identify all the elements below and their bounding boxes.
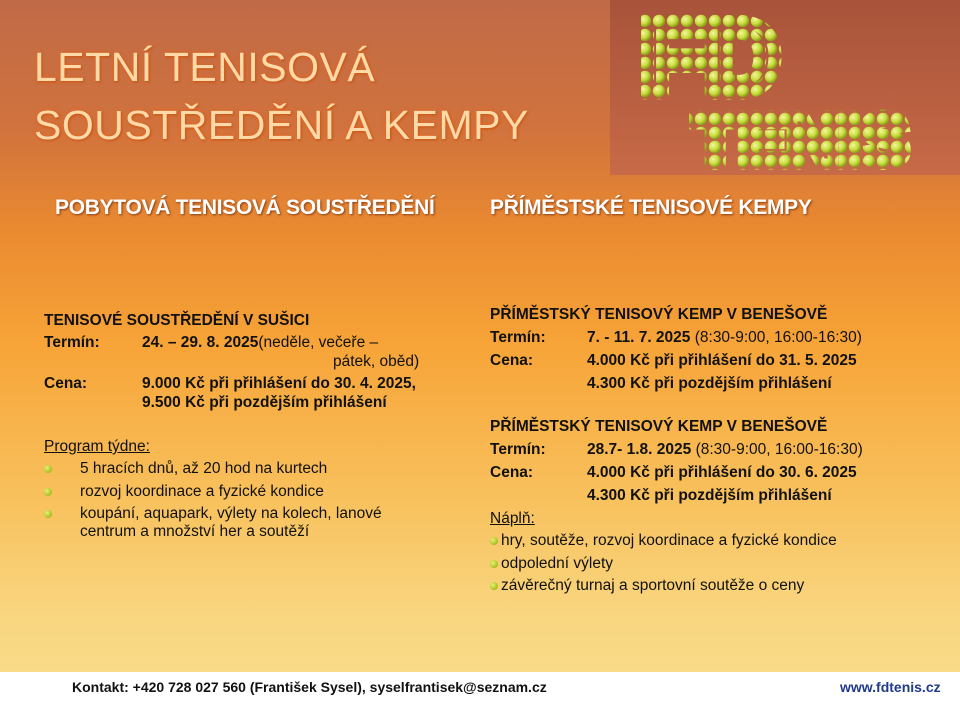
website-link[interactable]: www.fdtenis.cz bbox=[840, 679, 941, 695]
bullet-icon bbox=[490, 537, 498, 545]
program-item-text: rozvoj koordinace a fyzické kondice bbox=[80, 483, 324, 500]
program-item-text: 5 hracích dnů, až 20 hod na kurtech bbox=[80, 460, 328, 477]
content-label: Náplň: bbox=[490, 510, 535, 527]
term-note: (neděle, večeře – bbox=[258, 334, 379, 351]
program-item bbox=[44, 460, 327, 478]
content-item bbox=[490, 577, 804, 595]
price-label: Cena: bbox=[44, 375, 88, 392]
content-item bbox=[490, 555, 613, 573]
term-dates: 7. - 11. 7. 2025 bbox=[587, 329, 691, 346]
content-item-text: závěrečný turnaj a sportovní soutěže o ceny bbox=[501, 577, 805, 594]
price-late: 4.300 Kč při pozdějším přihlášení bbox=[587, 487, 832, 504]
camp-title-benesov-1: PŘÍMĚSTSKÝ TENISOVÝ KEMP V BENEŠOVĚ bbox=[490, 306, 828, 323]
content-item-text: hry, soutěže, rozvoj koordinace a fyzické kondice bbox=[501, 532, 837, 549]
title-line-2: SOUSTŘEDĚNÍ A KEMPY bbox=[34, 102, 529, 148]
fd-tenis-logo bbox=[610, 0, 960, 175]
term-value-line bbox=[587, 441, 863, 459]
term-dates: 28.7- 1.8. 2025 bbox=[587, 441, 692, 458]
logo-fd: FD bbox=[640, 0, 780, 116]
program-label: Program týdne: bbox=[44, 438, 150, 455]
price-early: 9.000 Kč při přihlášení do 30. 4. 2025, bbox=[142, 375, 416, 392]
price-early: 4.000 Kč při přihlášení do 31. 5. 2025 bbox=[587, 352, 857, 369]
footer-contact: Kontakt: +420 728 027 560 (František Sysel), syselfrantisek@seznam.cz bbox=[72, 679, 547, 695]
term-value-line bbox=[142, 334, 378, 352]
price-early: 4.000 Kč při přihlášení do 30. 6. 2025 bbox=[587, 464, 857, 481]
term-note-2: pátek, oběd) bbox=[333, 353, 420, 370]
price-late: 9.500 Kč při pozdějším přihlášení bbox=[142, 394, 387, 411]
bullet-icon bbox=[490, 582, 498, 590]
term-label: Termín: bbox=[490, 441, 546, 458]
title-line-1: LETNÍ TENISOVÁ bbox=[34, 44, 376, 90]
term-value-line bbox=[587, 329, 862, 347]
program-item bbox=[44, 505, 382, 541]
page-title bbox=[34, 38, 529, 154]
bullet-icon bbox=[490, 560, 498, 568]
term-label: Termín: bbox=[490, 329, 546, 346]
price-label: Cena: bbox=[490, 464, 534, 481]
camp-title-benesov-2: PŘÍMĚSTSKÝ TENISOVÝ KEMP V BENEŠOVĚ bbox=[490, 418, 828, 435]
term-hours: (8:30-9:00, 16:00-16:30) bbox=[691, 441, 863, 458]
term-value: 24. – 29. 8. 2025 bbox=[142, 334, 259, 351]
bullet-icon bbox=[44, 465, 52, 473]
term-label: Termín: bbox=[44, 334, 100, 351]
term-hours: (8:30-9:00, 16:00-16:30) bbox=[690, 329, 862, 346]
content-item bbox=[490, 532, 837, 550]
program-item bbox=[44, 483, 324, 501]
bullet-icon bbox=[44, 510, 52, 518]
program-item-text: koupání, aquapark, výlety na kolech, lanové centrum a množství her a soutěží bbox=[80, 505, 382, 540]
content-item-text: odpolední výlety bbox=[501, 555, 614, 572]
left-heading: POBYTOVÁ TENISOVÁ SOUSTŘEDĚNÍ bbox=[55, 196, 435, 219]
price-late: 4.300 Kč při pozdějším přihlášení bbox=[587, 375, 832, 392]
right-heading: PŘÍMĚSTSKÉ TENISOVÉ KEMPY bbox=[490, 196, 812, 219]
price-label: Cena: bbox=[490, 352, 534, 369]
logo-tenis: TENIS bbox=[693, 101, 911, 175]
bullet-icon bbox=[44, 488, 52, 496]
camp-title-susice: TENISOVÉ SOUSTŘEDĚNÍ V SUŠICI bbox=[44, 312, 310, 329]
